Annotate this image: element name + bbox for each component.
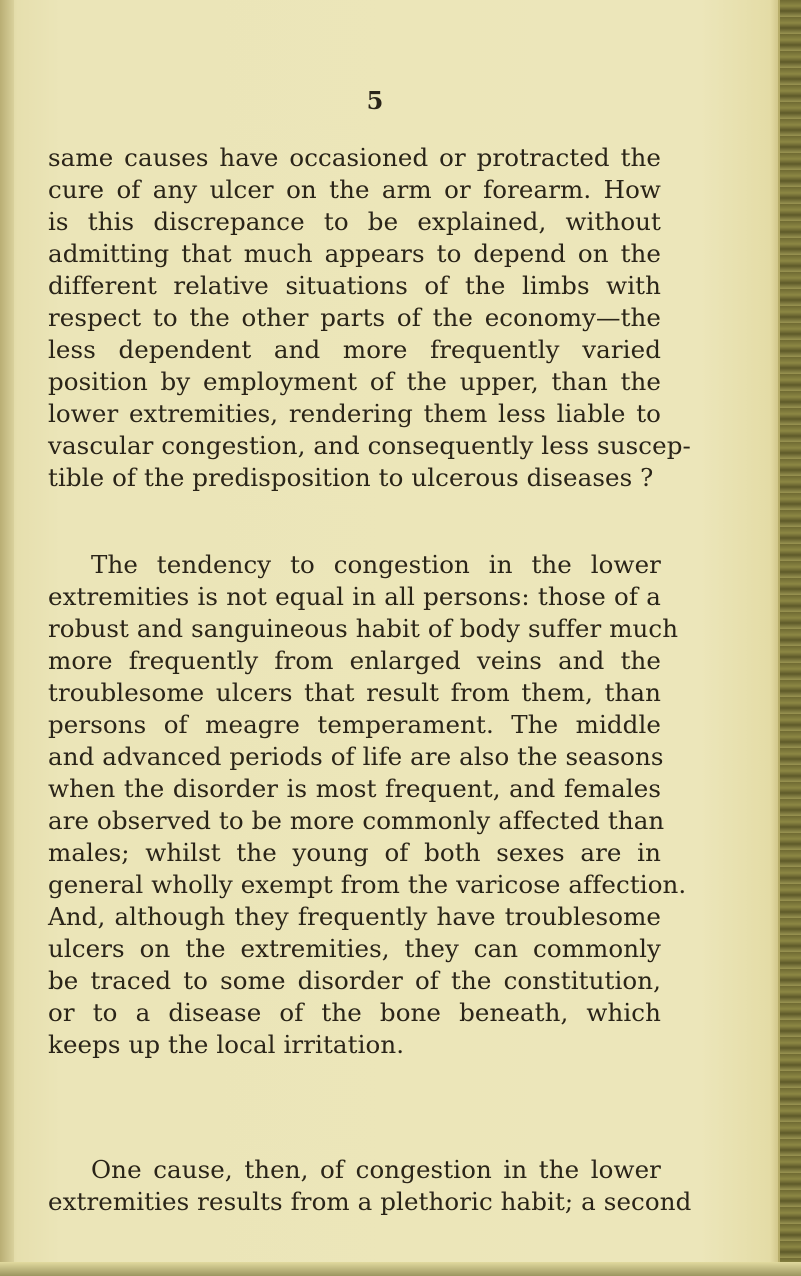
paragraph-3 xyxy=(48,1154,692,1218)
page-bottom-edge xyxy=(0,1262,801,1276)
text-line: ulcers on the extremities, they can commonly xyxy=(48,934,661,963)
text-line: males; whilst the young of both sexes are in xyxy=(48,838,661,867)
text-line: One cause, then, of congestion in the lower xyxy=(91,1155,661,1184)
text-line: vascular congestion, and consequently less suscep- xyxy=(48,431,691,460)
text-line: troublesome ulcers that result from them, than xyxy=(48,678,661,707)
text-line: is this discrepance to be explained, without xyxy=(48,207,661,236)
text-line: are observed to be more commonly affected than xyxy=(48,806,665,835)
text-line: general wholly exempt from the varicose affection. xyxy=(48,870,687,899)
text-line: or to a disease of the bone beneath, which xyxy=(48,998,661,1027)
page-left-edge xyxy=(0,0,14,1276)
text-line: tible of the predisposition to ulcerous diseases ? xyxy=(48,463,654,492)
page-number: 5 xyxy=(366,86,384,115)
text-line: lower extremities, rendering them less liable to xyxy=(48,399,661,428)
text-line: keeps up the local irritation. xyxy=(48,1030,405,1059)
paragraph-1 xyxy=(48,142,691,494)
text-line: admitting that much appears to depend on the xyxy=(48,239,661,268)
text-line: And, although they frequently have troublesome xyxy=(48,902,661,931)
paragraph-2 xyxy=(48,549,687,1061)
text-line: respect to the other parts of the economy—the xyxy=(48,303,661,332)
text-line: cure of any ulcer on the arm or forearm. How xyxy=(48,175,661,204)
text-line: less dependent and more frequently varied xyxy=(48,335,661,364)
text-line: same causes have occasioned or protracted the xyxy=(48,143,661,172)
text-line: extremities results from a plethoric habit; a second xyxy=(48,1187,692,1216)
text-line: be traced to some disorder of the constitution, xyxy=(48,966,661,995)
text-line: and advanced periods of life are also the seasons xyxy=(48,742,664,771)
text-line: position by employment of the upper, than the xyxy=(48,367,661,396)
text-line: when the disorder is most frequent, and females xyxy=(48,774,661,803)
text-line: more frequently from enlarged veins and the xyxy=(48,646,661,675)
text-line: The tendency to congestion in the lower xyxy=(91,550,661,579)
text-line: persons of meagre temperament. The middle xyxy=(48,710,661,739)
text-line: extremities is not equal in all persons: those of a xyxy=(48,582,661,611)
text-line: robust and sanguineous habit of body suffer much xyxy=(48,614,679,643)
book-binding-edge xyxy=(778,0,801,1276)
text-line: different relative situations of the limbs with xyxy=(48,271,661,300)
